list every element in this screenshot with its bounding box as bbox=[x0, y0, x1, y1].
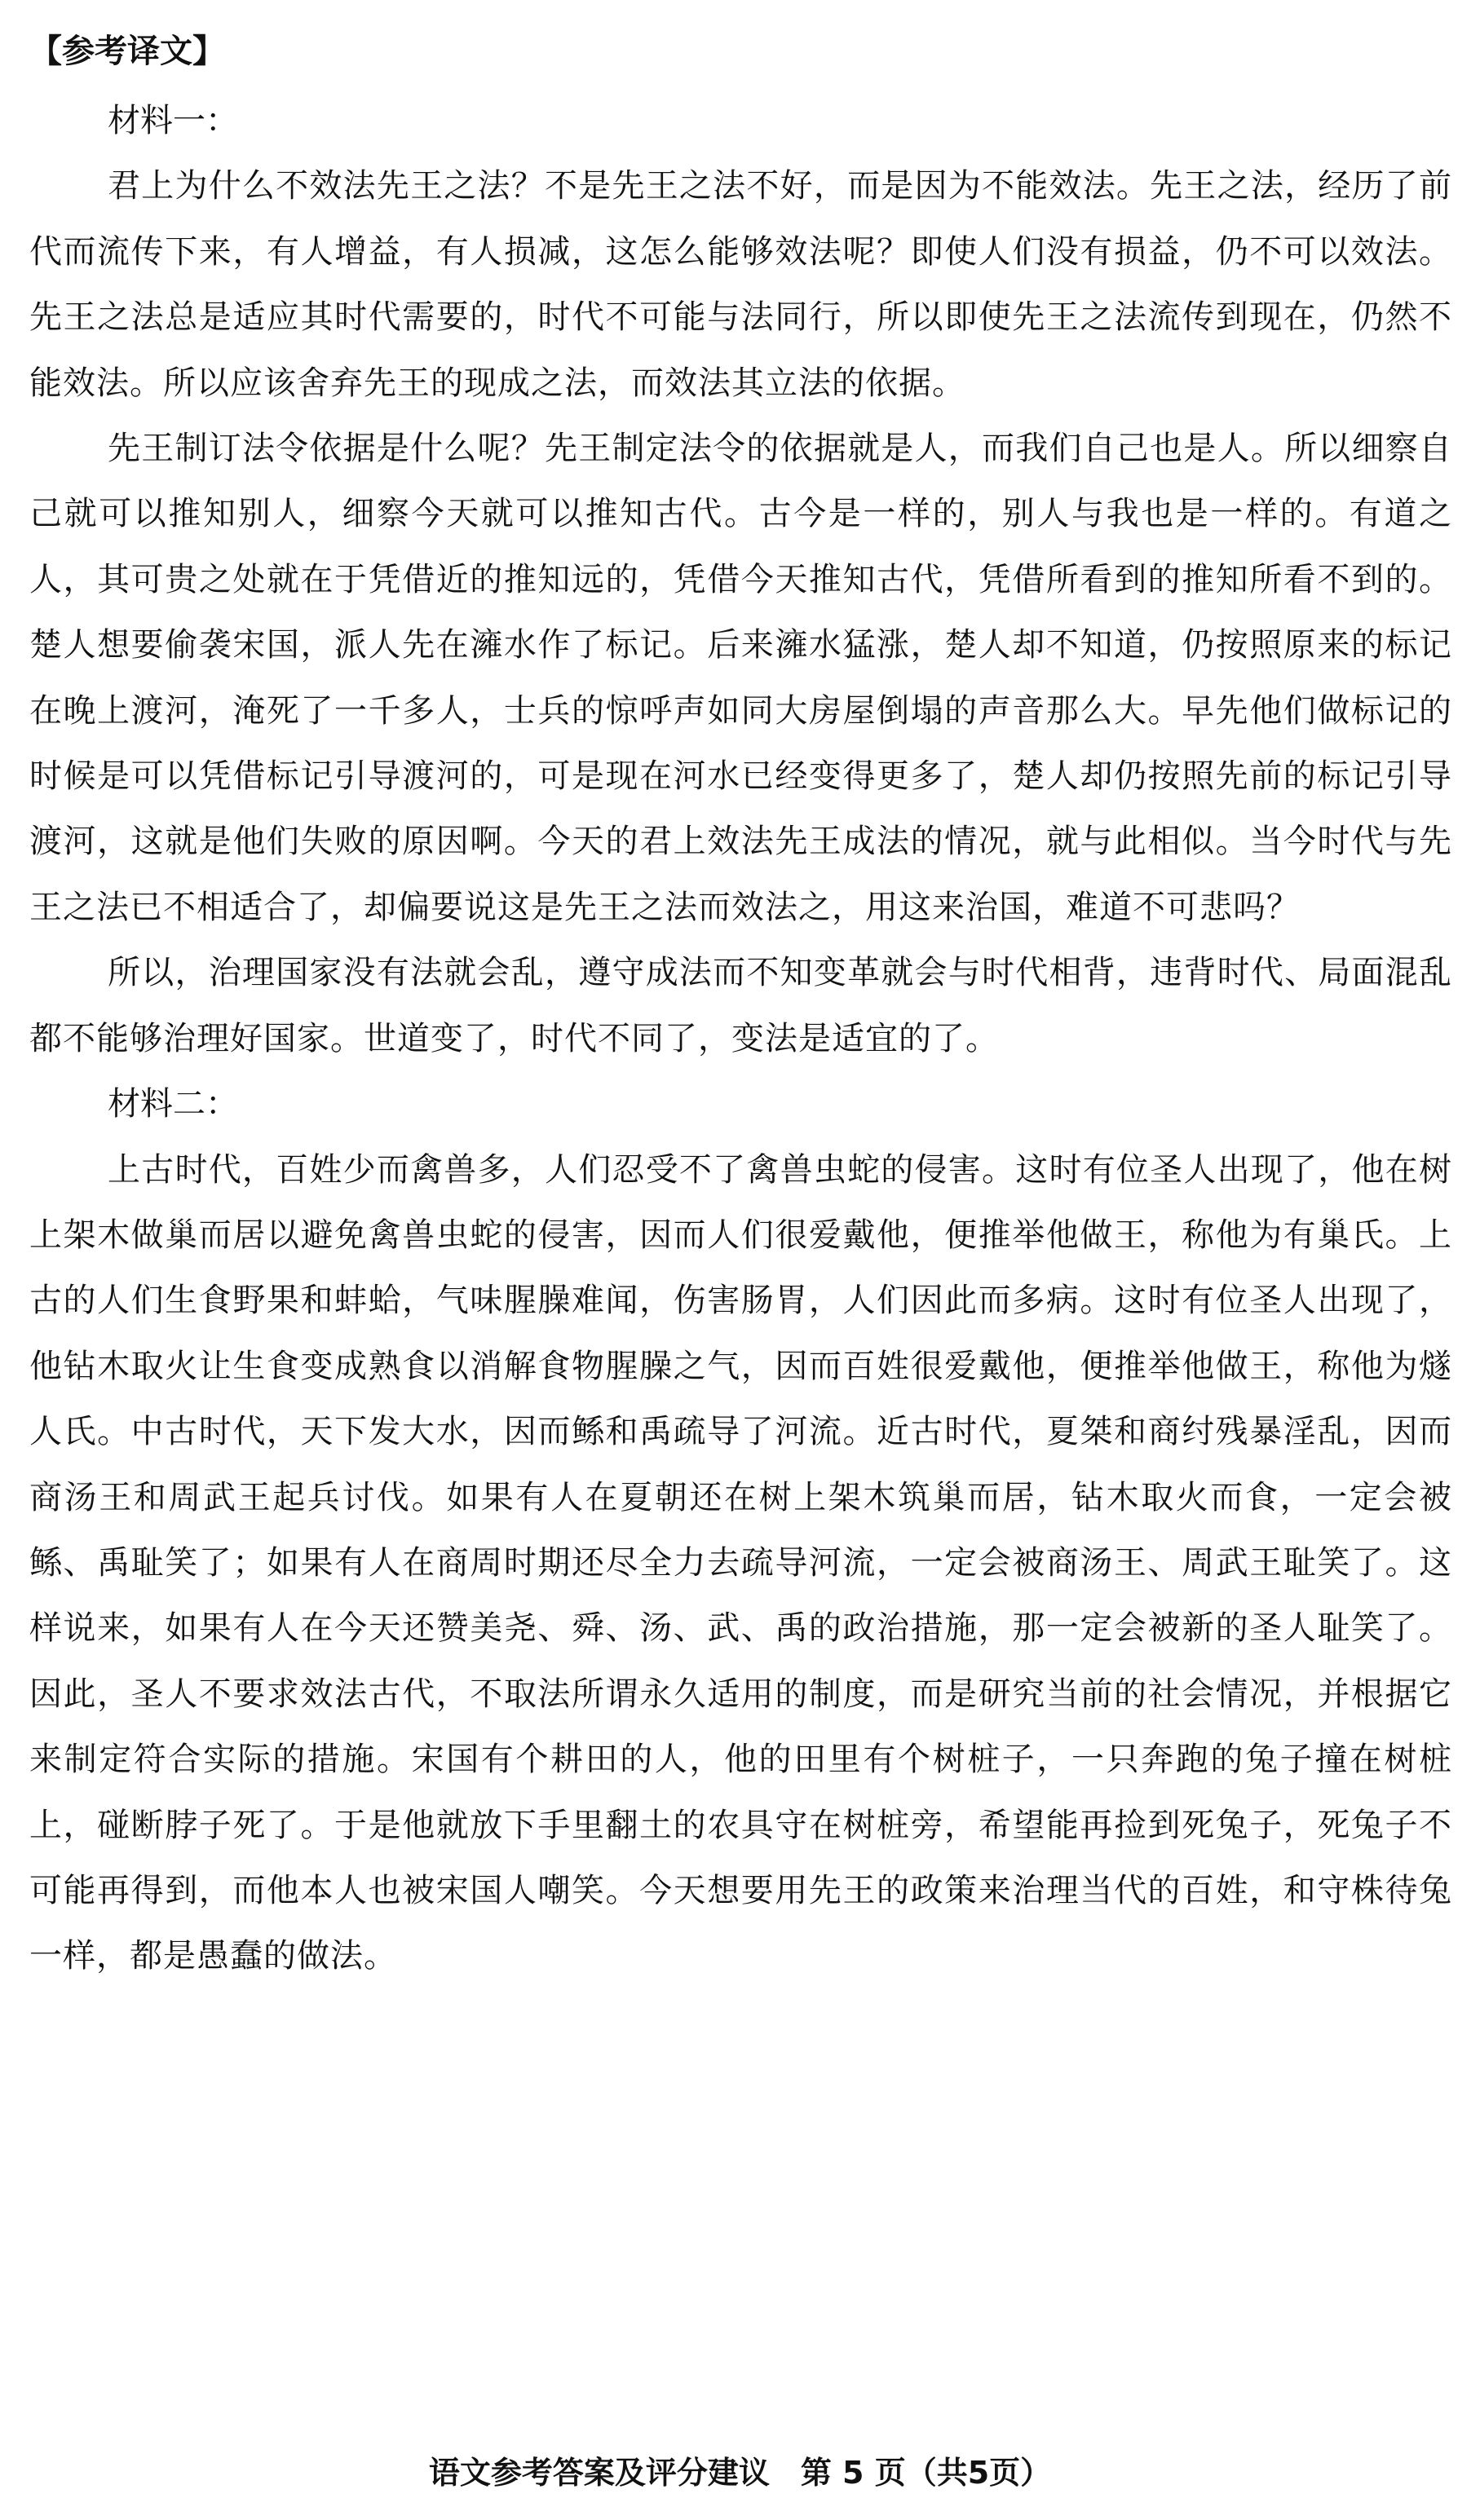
material-one-paragraph-3: 所以，治理国家没有法就会乱，遵守成法而不知变革就会与时代相背，违背时代、局面混乱都不能够治理好国家。世道变了，时代不同了，变法是适宜的了。 bbox=[29, 954, 1452, 1057]
document-body bbox=[29, 15, 1452, 1989]
material-one-label: 材料一： bbox=[108, 102, 238, 139]
material-one-paragraph-1: 君上为什么不效法先王之法？不是先王之法不好，而是因为不能效法。先王之法，经历了前代而流传下来，有人增益，有人损减，这怎么能够效法呢？即使人们没有损益，仍不可以效法。先王之法总是适应其时代需要的，时代不可能与法同行，所以即使先王之法流传到现在，仍然不能效法。所以应该舍弃先王的现成之法，而效法其立法的依据。 bbox=[29, 167, 1452, 402]
section-title: 【参考译文】 bbox=[29, 33, 225, 70]
page-footer: 语文参考答案及评分建议 第 5 页（共5页） bbox=[428, 2455, 1052, 2491]
material-two-label: 材料二： bbox=[108, 1085, 238, 1123]
material-two-paragraph-1: 上古时代，百姓少而禽兽多，人们忍受不了禽兽虫蛇的侵害。这时有位圣人出现了，他在树上架木做巢而居以避免禽兽虫蛇的侵害，因而人们很爱戴他，便推举他做王，称他为有巢氏。上古的人们生食野果和蚌蛤，气味腥臊难闻，伤害肠胃，人们因此而多病。这时有位圣人出现了，他钻木取火让生食变成熟食以消解食物腥臊之气，因而百姓很爱戴他，便推举他做王，称他为燧人氏。中古时代，天下发大水，因而鲧和禹疏导了河流。近古时代，夏桀和商纣残暴淫乱，因而商汤王和周武王起兵讨伐。如果有人在夏朝还在树上架木筑巢而居，钻木取火而食，一定会被鲧、禹耻笑了；如果有人在商周时期还尽全力去疏导河流，一定会被商汤王、周武王耻笑了。这样说来，如果有人在今天还赞美尧、舜、汤、武、禹的政治措施，那一定会被新的圣人耻笑了。因此，圣人不要求效法古代，不取法所谓永久适用的制度，而是研究当前的社会情况，并根据它来制定符合实际的措施。宋国有个耕田的人，他的田里有个树桩子，一只奔跑的兔子撞在树桩上，碰断脖子死了。于是他就放下手里翻土的农具守在树桩旁，希望能再捡到死兔子，死兔子不可能再得到，而他本人也被宋国人嘲笑。今天想要用先王的政策来治理当代的百姓，和守株待兔一样，都是愚蠢的做法。 bbox=[29, 1150, 1452, 1975]
material-one-paragraph-2: 先王制订法令依据是什么呢？先王制定法令的依据就是人，而我们自己也是人。所以细察自己就可以推知别人，细察今天就可以推知古代。古今是一样的，别人与我也是一样的。有道之人，其可贵之处就在于凭借近的推知远的，凭借今天推知古代，凭借所看到的推知所看不到的。楚人想要偷袭宋国，派人先在澭水作了标记。后来澭水猛涨，楚人却不知道，仍按照原来的标记在晚上渡河，淹死了一千多人，士兵的惊呼声如同大房屋倒塌的声音那么大。早先他们做标记的时候是可以凭借标记引导渡河的，可是现在河水已经变得更多了，楚人却仍按照先前的标记引导渡河，这就是他们失败的原因啊。今天的君上效法先王成法的情况，就与此相似。当今时代与先王之法已不相适合了，却偏要说这是先王之法而效法之，用这来治国，难道不可悲吗？ bbox=[29, 430, 1452, 926]
